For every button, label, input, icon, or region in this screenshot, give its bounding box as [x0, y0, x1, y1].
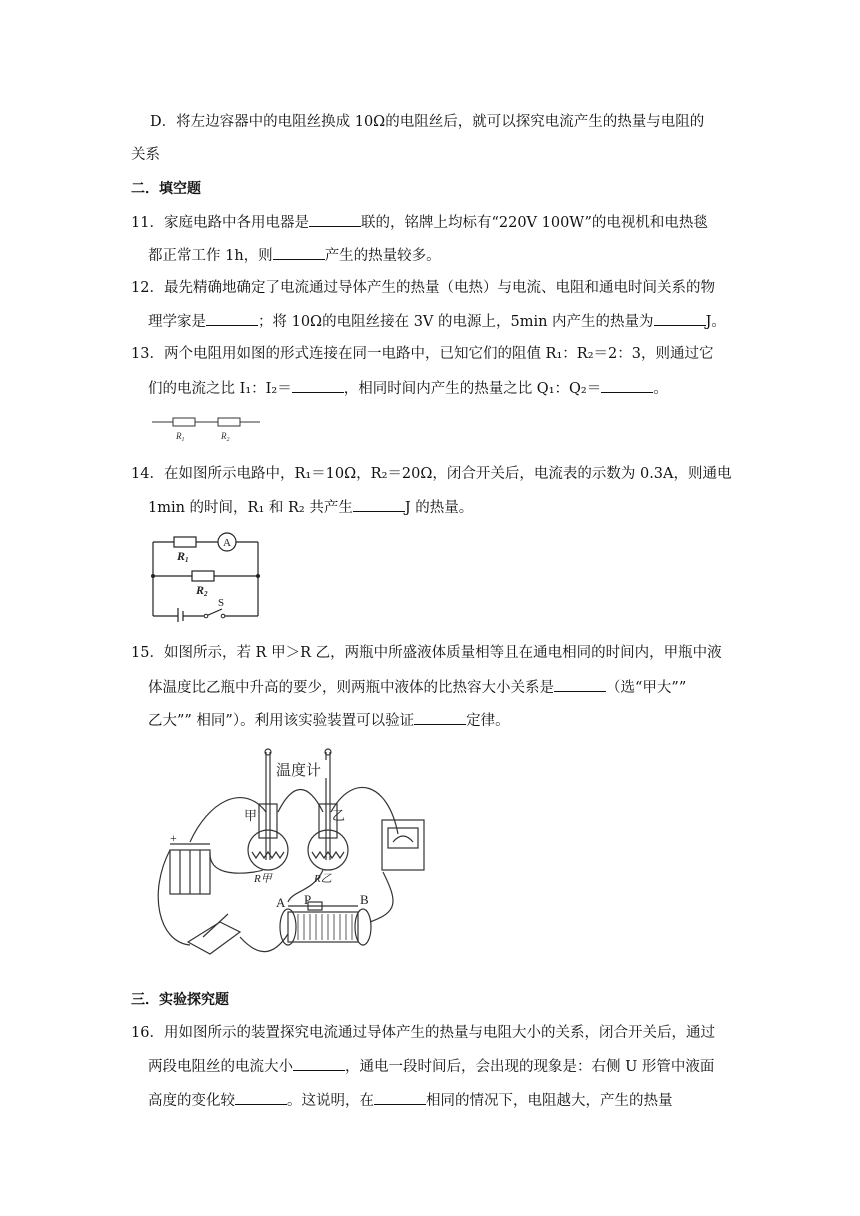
q16-line1: 16．用如图所示的装置探究电流通过导体产生的热量与电阻大小的关系，闭合开关后，通过	[131, 1025, 715, 1041]
answer-blank[interactable]	[206, 311, 258, 326]
answer-blank[interactable]	[235, 1090, 287, 1105]
answer-blank[interactable]	[353, 497, 405, 512]
switch-label: S	[218, 597, 225, 609]
q13-series-resistors-figure	[150, 412, 265, 444]
ammeter-label: A	[223, 537, 231, 549]
label-r1: R1	[177, 549, 189, 564]
q13-line2	[148, 378, 668, 399]
answer-blank[interactable]	[414, 710, 466, 725]
q16-text: 高度的变化较	[148, 1093, 235, 1109]
q14-line1: 14．在如图所示电路中，R₁＝10Ω，R₂＝20Ω，闭合开关后，电流表的示数为 0.3A，则通电	[131, 466, 732, 482]
resistor-jia-label: R甲	[254, 873, 272, 885]
flask-yi-label: 乙	[332, 808, 346, 823]
q13-text: 们的电流之比 I₁：I₂＝	[148, 381, 292, 397]
q13-text: 。	[653, 381, 668, 397]
q16-text: 相同的情况下，电阻越大，产生的热量	[426, 1093, 673, 1109]
resistor-r2-symbol	[218, 418, 240, 426]
rheostat-p-label: P	[304, 892, 312, 907]
answer-blank[interactable]	[654, 311, 706, 326]
q14-text: 1min 的时间，R₁ 和 R₂ 共产生	[148, 500, 353, 516]
q11-text: 联的，铭牌上均标有“220V 100W”的电视机和电热毯	[360, 215, 708, 231]
section-title-fill-in: 二．填空题	[131, 181, 201, 197]
battery-plus-label: +	[170, 831, 177, 845]
rheostat-b-label: B	[360, 892, 369, 907]
q15-line2	[148, 677, 686, 698]
q12-text: J。	[705, 314, 726, 330]
q15-text: （选“甲大””	[606, 680, 687, 696]
q12-text: 理学家是	[148, 314, 206, 330]
label-r1: $R_1$	[176, 431, 185, 443]
answer-blank[interactable]	[309, 212, 361, 227]
q16-text: ，通电一段时间后，会出现的现象是：右侧 U 形管中液面	[345, 1059, 715, 1075]
q15-text: 乙大”” 相同”）。利用该实验装置可以验证	[148, 713, 415, 729]
q12-line2	[148, 311, 726, 332]
q12-line1: 12．最先精确地确定了电流通过导体产生的热量（电热）与电流、电阻和通电时间关系的物	[131, 280, 715, 296]
q12-text: ；将 10Ω的电阻丝接在 3V 的电源上，5min 内产生的热量为	[258, 314, 654, 330]
label-r2: $R_2$	[221, 431, 230, 443]
answer-blank[interactable]	[554, 677, 606, 692]
q15-line3	[148, 710, 510, 731]
q15-text: 体温度比乙瓶中升高的要少，则两瓶中液体的比热容大小关系是	[148, 680, 554, 696]
flask-jia-label: 甲	[244, 808, 258, 823]
rheostat-a-label: A	[276, 895, 286, 910]
q14-parallel-circuit-figure	[148, 530, 263, 622]
q14-text: J 的热量。	[404, 500, 474, 516]
answer-blank[interactable]	[293, 1056, 345, 1071]
q11-text: 产生的热量较多。	[324, 248, 441, 264]
q11-line1	[131, 212, 708, 233]
q15-line1: 15．如图所示，若 R 甲＞R 乙，两瓶中所盛液体质量相等且在通电相同的时间内，甲瓶中液	[131, 645, 722, 661]
q13-line1: 13．两个电阻用如图的形式连接在同一电路中，已知它们的阻值 R₁：R₂＝2：3，则通过它	[131, 346, 714, 362]
section-title-experiment: 三．实验探究题	[131, 992, 229, 1008]
answer-blank[interactable]	[601, 378, 653, 393]
q16-text: 。这说明，在	[287, 1093, 374, 1109]
q13-text: ，相同时间内产生的热量之比 Q₁：Q₂＝	[343, 381, 602, 397]
resistor-r1-symbol	[173, 418, 195, 426]
q10-option-d-cont: 关系	[131, 147, 160, 163]
q16-text: 两段电阻丝的电流大小	[148, 1059, 293, 1075]
q16-line2	[148, 1056, 714, 1077]
answer-blank[interactable]	[374, 1090, 426, 1105]
q11-line2	[148, 245, 441, 266]
label-r2: R2	[196, 583, 208, 598]
q11-text: 都正常工作 1h，则	[148, 248, 273, 264]
q15-experiment-apparatus-figure	[148, 742, 448, 974]
q10-option-d: D．将左边容器中的电阻丝换成 10Ω的电阻丝后，就可以探究电流产生的热量与电阻的	[150, 114, 705, 130]
q14-line2	[148, 497, 473, 518]
answer-blank[interactable]	[292, 378, 344, 393]
q15-text: 定律。	[466, 713, 510, 729]
q11-text: 11．家庭电路中各用电器是	[131, 215, 309, 231]
answer-blank[interactable]	[273, 245, 325, 260]
thermometer-label: 温度计	[276, 763, 322, 779]
q16-line3	[148, 1090, 673, 1111]
resistor-yi-label: R乙	[314, 873, 332, 885]
